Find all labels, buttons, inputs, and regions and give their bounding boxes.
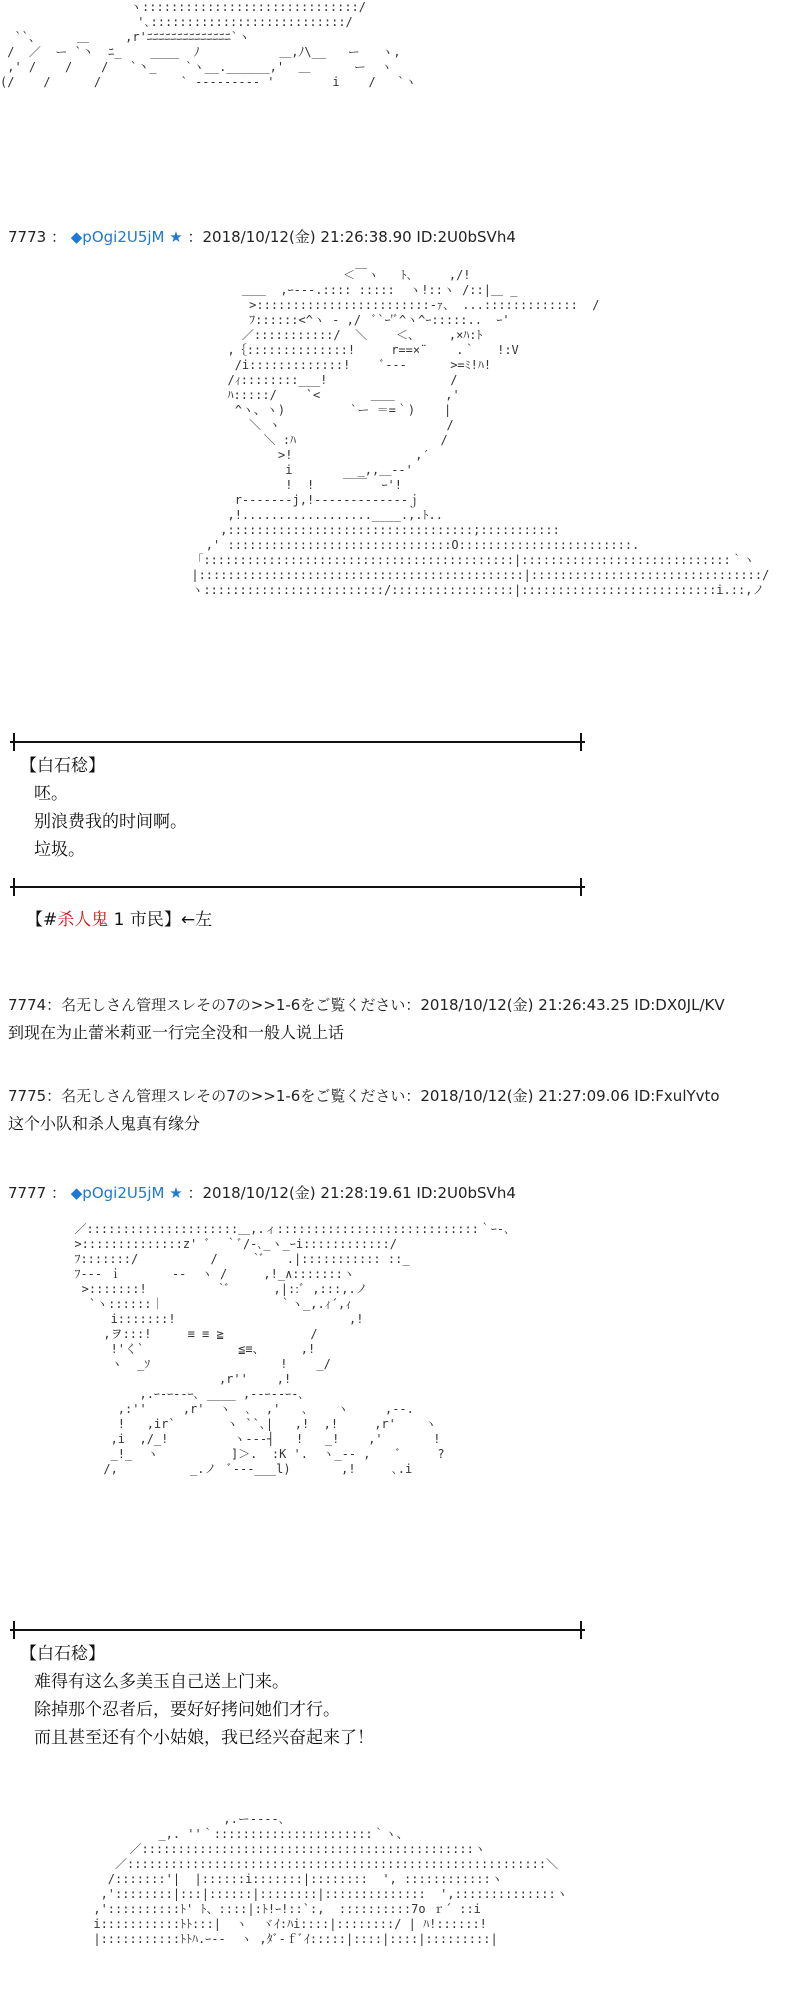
vote-suffix: 1 市民】←左 <box>108 910 213 930</box>
vote-prefix: 【# <box>26 910 58 930</box>
post-body-7775: 这个小队和杀人鬼真有缘分 <box>8 1114 201 1133</box>
divider-tick-right <box>580 1621 582 1639</box>
dialogue-line: 别浪费我的时间啊。 <box>34 812 187 832</box>
ascii-art-hakuishi-with-cat: ／:::::::::::::::::::::＿,.ィ::::::::::::::::::::::::::::｀ｰ-､ >::::::::::::::z' ﾞ ｀ﾞ/‐､_ヽ_ｰi::::::::::::/ ﾌ:::::::/ / `ﾞ .|::::::::::: ::_ ﾌ‐‐‐ ｉ ‐‐ ヽ / ,!_∧:::::::ヽ >:::::::! `ﾞ ,|::ﾞ ,:::,.ノ `ヽ::::::｜ ｀ヽ_,.ｨ´,ｨ i:::::::! ,! ,ヲ:::! ≡ ≡ ≧ / !'く` ≦≡、 ,! ヽ _ｿ ! _/ ,r'' ,! ,.ｰ‐ｰ‐‐ｰ､ ____ ,‐‐ｰ‐‐ｰ‐､ ,:'' ,r' ヽ ､ ,' ､ ヽ ,‐-. ! ,ir` ヽ ``､| ,! ,! ,r' ヽ ,i ,/_! ヽ‐-‐┤ ! _! ,' ! _!_ ヽ ]＞. :K '. ヽ_‐‐ , ﾞ ? /, _.ノ ﾞ‐-‐___l) ,! ､.i <box>74 1222 511 1476</box>
ascii-art-hakuishi-portrait: ＜￣ヽ ﾄ､ ,/! ＿＿ ,ｰ‐‐-.:::: ::::: ヽ!::ヽ /::|＿ _ >::::::::::::::::::::::::-ｧ、 ...::::::::::::: / ﾌ::::::<^ヽ ‐ ,/ ﾞ`ｰ'ﾞ^ヽ^ｰ:::::.. ｰ' ／:::::::::::/ ＼ ＜、 ,×ﾊ:ﾄ ,｛::::::::::::::! r==×¨ .｀ !:V /i:::::::::::::! ﾞ‐‐‐ >=ﾐ!ﾊ! /ｨ::::::::___! / ﾊ:::::/ `< ＿＿ ,' ^ヽ、ヽ) `ー ＝=｀) | ＼ ヽ / ＼ :ﾊ / >! ,′ i _,,＿-‐' ! ! ￣￣ ｰ'! r‐‐‐‐‐‐‐j,!‐‐‐‐‐‐‐‐‐‐‐‐‐ｊ ,!..................____.,.ﾄ.. ,::::::::::::::::::::::::::::::::::;::::::::::: ,' :::::::::::::::::::::::::::::::O::::::::::::::::::::::::. 「:::::::::::::::::::::::::::::::::::::::::::|:::::::::::::::::::::::::::::｀ヽ |:::::::::::::::::::::::::::::::::::::::::::::|::::::::::::::::::::::::::::::::/ ヽ:::::::::::::::::::::::::/:::::::::::::::::|:::::::::::::::::::::::::::i.::,ノ <box>191 268 770 597</box>
vote-line <box>26 905 212 930</box>
ascii-art-bottom: ,.ー‐‐-‐､ _,. ''｀::::::::::::::::::::::｀ヽ、 ／::::::::::::::::::::::::::::::::::::::::::::::ヽ ／::::::::::::::::::::::::::::::::::::::::::::::::::::::::::＼ /:::::::'| |::::::i:::::::|:::::::: ', ::::::::::::ヽ ,'::::::::|:::|::::::|::::::::|:::::::::::::: ',::::::::::::::ヽ ,'::::::::::ﾄ' ﾄ、::::|:ﾄ!ｰ!::`:, ::::::::::7o ｒ´ ::i i:::::::::::ﾄﾄ:::| ヽ ヾｲ:ﾊi::::|::::::::/ | ﾊ!::::::! |:::::::::::ﾄﾄﾊ.ｰ‐‐ ヽ ,ﾀﾞ‐ｆﾞｲ:::::|::::|::::|:::::::::| <box>93 1812 568 1946</box>
poster-trip[interactable]: ◆pOgi2U5jM ★ <box>70 228 183 246</box>
dialogue-line: 而且甚至还有个小姑娘，我已经兴奋起来了！ <box>34 1728 374 1748</box>
divider-tick-left <box>13 1621 15 1639</box>
vote-killer-label: 杀人鬼 <box>57 910 109 930</box>
divider-tick-left <box>13 733 15 751</box>
dialogue-line: 难得有这么多美玉自己送上门来。 <box>34 1672 289 1692</box>
poster-trip[interactable]: ◆pOgi2U5jM ★ <box>70 1184 183 1202</box>
speaker-name: 【白石稔】 <box>20 1644 105 1664</box>
divider-tick-left <box>13 878 15 896</box>
post-header-7775: 7775：名无しさん管理スレその7の>>1-6をご覧ください：2018/10/12(金) 21:27:09.06 ID:FxulYvto <box>8 1087 720 1105</box>
dialogue-block-7773 <box>20 752 187 864</box>
post-meta: ：2018/10/12(金) 21:26:38.90 ID:2U0bSVh4 <box>187 228 516 246</box>
post-number: 7777 <box>8 1184 47 1202</box>
divider-tick-right <box>580 733 582 751</box>
post-meta: ：2018/10/12(金) 21:28:19.61 ID:2U0bSVh4 <box>187 1184 516 1202</box>
post-header-7777: 7777 ： ◆pOgi2U5jM ★ ：2018/10/12(金) 21:28:19.61 ID:2U0bSVh4 <box>8 1184 516 1202</box>
dialogue-divider <box>10 886 585 888</box>
dialogue-block-7777 <box>20 1640 374 1752</box>
dialogue-line: 呸。 <box>34 784 68 804</box>
ascii-art-top: ヽ::::::::::::::::::::::::::::::/ '､:::::::::::::::::::::::::::/ ``、 ＿ ,r'ﾆﾆﾆﾆﾆﾆﾆﾆﾆﾆﾆﾆﾆﾆ`ヽ / ／ ー `丶 ﾆ_ ____ ﾉ ＿,ﾉ\__ ー ヽ, ,' / / / `丶_ `ヽ__.______,' ＿ ー ヽ (/ / / ` ‐-------‐ ' i / `ヽ <box>0 0 417 89</box>
dialogue-line: 垃圾。 <box>34 840 85 860</box>
post-header-7773: 7773 ： ◆pOgi2U5jM ★ ：2018/10/12(金) 21:26:38.90 ID:2U0bSVh4 <box>8 228 516 246</box>
post-header-7774: 7774：名无しさん管理スレその7の>>1-6をご覧ください：2018/10/12(金) 21:26:43.25 ID:DX0JL/KV <box>8 996 725 1014</box>
divider-tick-right <box>580 878 582 896</box>
dialogue-divider <box>10 741 585 743</box>
speaker-name: 【白石稔】 <box>20 756 105 776</box>
dialogue-divider <box>10 1629 585 1631</box>
post-body-7774: 到现在为止蕾米莉亚一行完全没和一般人说上话 <box>8 1023 345 1042</box>
post-number: 7773 <box>8 228 47 246</box>
dialogue-line: 除掉那个忍者后，要好好拷问她们才行。 <box>34 1700 340 1720</box>
